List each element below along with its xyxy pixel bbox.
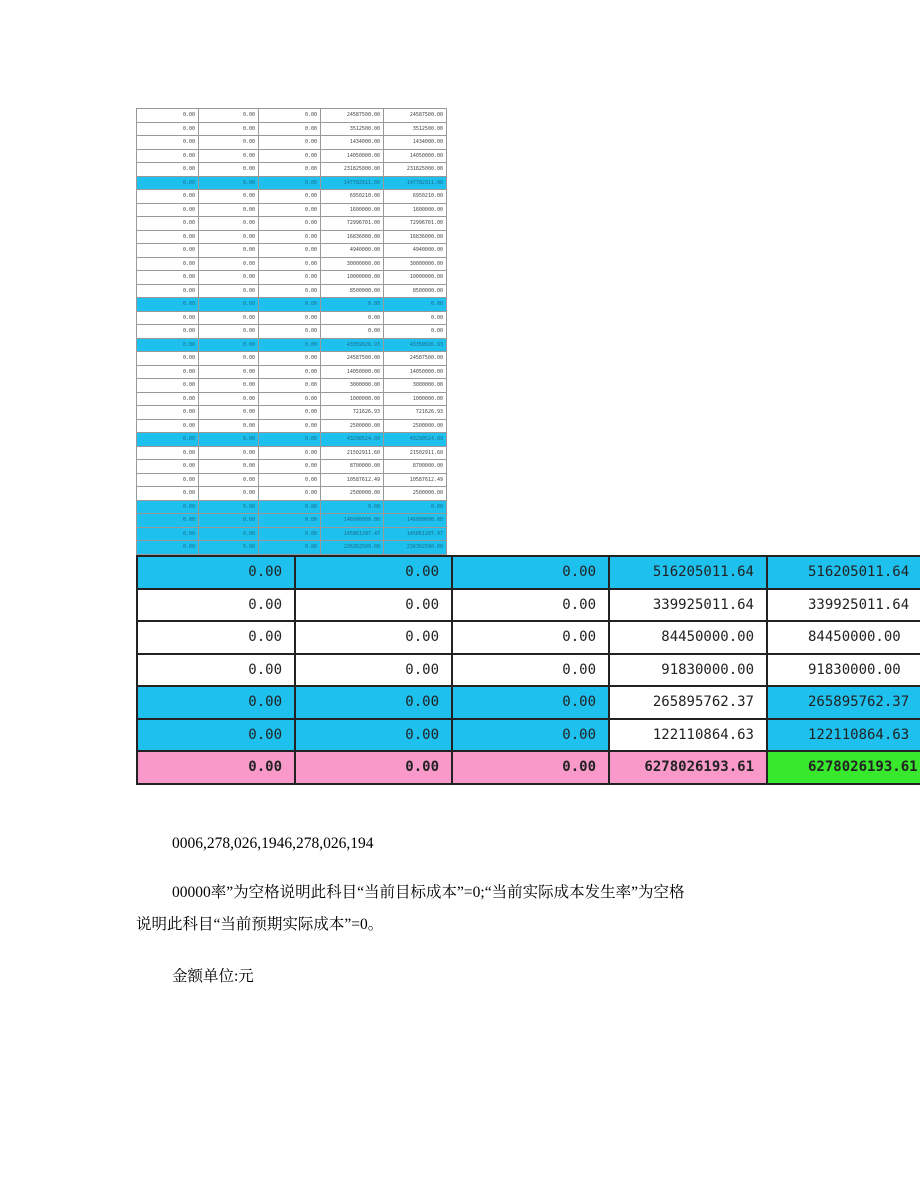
table-cell: 10587612.49 xyxy=(384,473,447,487)
table-cell: 0.00 xyxy=(321,311,384,325)
table-cell: 0.00 xyxy=(259,311,321,325)
table-row xyxy=(137,419,447,433)
table-cell: 0.00 xyxy=(199,473,259,487)
table-row xyxy=(137,487,447,501)
table-cell: 0.00 xyxy=(199,338,259,352)
table-row xyxy=(137,244,447,258)
table-cell: 0.00 xyxy=(295,719,452,752)
small-cost-table xyxy=(136,108,447,555)
table-cell: 0.00 xyxy=(259,190,321,204)
table-cell: 122110864.63 xyxy=(767,719,920,752)
table-cell: 0.00 xyxy=(199,190,259,204)
table-cell: 6950210.00 xyxy=(384,190,447,204)
table-cell: 0.00 xyxy=(199,149,259,163)
table-cell: 0.00 xyxy=(199,176,259,190)
table-cell: 0.00 xyxy=(321,500,384,514)
table-cell: 0.00 xyxy=(137,514,199,528)
table-cell: 43290524.09 xyxy=(384,433,447,447)
table-cell: 0.00 xyxy=(137,338,199,352)
table-cell: 3512500.00 xyxy=(384,122,447,136)
table-cell: 236302500.00 xyxy=(321,541,384,555)
table-cell: 0.00 xyxy=(259,352,321,366)
unit-label: 金额单位:元 xyxy=(172,968,254,985)
table-cell: 8700000.00 xyxy=(321,460,384,474)
summary-cost-table xyxy=(136,555,920,785)
table-row xyxy=(137,284,447,298)
table-cell: 10000000.00 xyxy=(321,271,384,285)
table-row xyxy=(137,176,447,190)
table-cell: 0.00 xyxy=(137,365,199,379)
table-cell: 0.00 xyxy=(199,230,259,244)
table-cell: 0.00 xyxy=(259,527,321,541)
table-row xyxy=(137,163,447,177)
table-cell: 0.00 xyxy=(137,149,199,163)
table-cell: 0.00 xyxy=(137,109,199,123)
table-cell: 0.00 xyxy=(137,311,199,325)
table-cell: 0.00 xyxy=(259,163,321,177)
table-row xyxy=(137,136,447,150)
table-cell: 0.00 xyxy=(137,257,199,271)
table-row xyxy=(137,654,920,687)
table-cell: 0.00 xyxy=(137,686,295,719)
table-row xyxy=(137,541,447,555)
table-cell: 0.00 xyxy=(295,686,452,719)
table-cell: 0.00 xyxy=(137,500,199,514)
table-cell: 21502911.60 xyxy=(384,446,447,460)
table-cell: 0.00 xyxy=(199,527,259,541)
table-row xyxy=(137,433,447,447)
table-cell: 145861287.47 xyxy=(384,527,447,541)
table-cell: 721626.93 xyxy=(321,406,384,420)
table-cell: 0.00 xyxy=(259,284,321,298)
table-cell: 16836000.00 xyxy=(384,230,447,244)
table-cell: 84450000.00 xyxy=(609,621,767,654)
table-cell: 8500000.00 xyxy=(384,284,447,298)
table-cell: 4940000.00 xyxy=(321,244,384,258)
table-cell: 0.00 xyxy=(137,556,295,589)
table-cell: 0.00 xyxy=(295,556,452,589)
table-cell: 0.00 xyxy=(259,338,321,352)
table-cell: 0.00 xyxy=(199,271,259,285)
table-cell: 30000000.00 xyxy=(321,257,384,271)
table-cell: 147782911.00 xyxy=(321,176,384,190)
table-row xyxy=(137,589,920,622)
table-cell: 14050000.00 xyxy=(384,149,447,163)
table-cell: 0.00 xyxy=(199,298,259,312)
table-cell: 2500000.00 xyxy=(384,487,447,501)
numeric-line: 0006,278,026,1946,278,026,194 xyxy=(172,835,374,852)
table-cell: 0.00 xyxy=(199,433,259,447)
table-cell: 2500000.00 xyxy=(384,419,447,433)
table-cell: 0.00 xyxy=(259,406,321,420)
table-cell: 0.00 xyxy=(259,433,321,447)
table-cell: 0.00 xyxy=(199,500,259,514)
table-cell: 14050000.00 xyxy=(384,365,447,379)
table-cell: 10587612.49 xyxy=(321,473,384,487)
table-row xyxy=(137,298,447,312)
table-cell: 0.00 xyxy=(452,686,609,719)
table-cell: 0.00 xyxy=(295,621,452,654)
table-cell: 4940000.00 xyxy=(384,244,447,258)
table-cell: 43359026.93 xyxy=(384,338,447,352)
table-cell: 10000000.00 xyxy=(384,271,447,285)
table-cell: 0.00 xyxy=(137,379,199,393)
table-cell: 265895762.37 xyxy=(767,686,920,719)
table-row xyxy=(137,556,920,589)
table-cell: 91830000.00 xyxy=(767,654,920,687)
table-cell: 0.00 xyxy=(199,109,259,123)
table-cell: 0.00 xyxy=(137,190,199,204)
table-cell: 0.00 xyxy=(137,136,199,150)
table-cell: 0.00 xyxy=(384,500,447,514)
table-cell: 6950210.00 xyxy=(321,190,384,204)
table-cell: 0.00 xyxy=(452,654,609,687)
table-cell: 0.00 xyxy=(199,311,259,325)
table-cell: 236302500.00 xyxy=(384,541,447,555)
table-cell: 0.00 xyxy=(199,446,259,460)
table-row xyxy=(137,365,447,379)
table-cell: 0.00 xyxy=(137,419,199,433)
table-cell: 0.00 xyxy=(199,244,259,258)
table-row xyxy=(137,190,447,204)
table-cell: 0.00 xyxy=(137,122,199,136)
table-row xyxy=(137,203,447,217)
table-row xyxy=(137,230,447,244)
table-row xyxy=(137,500,447,514)
table-cell: 0.00 xyxy=(137,446,199,460)
table-cell: 0.00 xyxy=(137,325,199,339)
table-cell: 339925011.64 xyxy=(609,589,767,622)
table-cell: 72996701.00 xyxy=(384,217,447,231)
table-cell: 24587500.00 xyxy=(384,109,447,123)
table-cell: 0.00 xyxy=(199,136,259,150)
table-cell: 21502911.60 xyxy=(321,446,384,460)
table-row xyxy=(137,446,447,460)
table-cell: 0.00 xyxy=(452,621,609,654)
table-cell: 339925011.64 xyxy=(767,589,920,622)
table-cell: 91830000.00 xyxy=(609,654,767,687)
table-row xyxy=(137,473,447,487)
table-cell: 0.00 xyxy=(137,392,199,406)
table-cell: 0.00 xyxy=(199,352,259,366)
table-cell: 145861287.47 xyxy=(321,527,384,541)
table-cell: 0.00 xyxy=(137,284,199,298)
table-row xyxy=(137,527,447,541)
table-cell: 0.00 xyxy=(137,460,199,474)
table-cell: 0.00 xyxy=(199,419,259,433)
table-cell: 0.00 xyxy=(137,298,199,312)
table-cell: 1434000.00 xyxy=(321,136,384,150)
table-cell: 0.00 xyxy=(199,365,259,379)
table-cell: 0.00 xyxy=(259,500,321,514)
table-cell: 3000000.00 xyxy=(384,379,447,393)
table-cell: 0.00 xyxy=(199,257,259,271)
table-cell: 0.00 xyxy=(199,541,259,555)
table-cell: 72996701.00 xyxy=(321,217,384,231)
table-cell: 0.00 xyxy=(199,122,259,136)
table-cell: 0.00 xyxy=(199,406,259,420)
table-cell: 24587500.00 xyxy=(321,352,384,366)
table-row xyxy=(137,719,920,752)
table-cell: 8700000.00 xyxy=(384,460,447,474)
table-row xyxy=(137,109,447,123)
table-cell: 0.00 xyxy=(259,271,321,285)
table-cell: 0.00 xyxy=(259,217,321,231)
table-cell: 0.00 xyxy=(452,589,609,622)
table-cell: 0.00 xyxy=(259,230,321,244)
table-cell: 0.00 xyxy=(259,257,321,271)
table-cell: 0.00 xyxy=(384,298,447,312)
table-cell: 0.00 xyxy=(199,325,259,339)
table-cell: 231825000.00 xyxy=(321,163,384,177)
table-cell: 0.00 xyxy=(137,176,199,190)
table-row xyxy=(137,149,447,163)
table-cell: 0.00 xyxy=(137,230,199,244)
table-cell: 0.00 xyxy=(452,556,609,589)
table-cell: 0.00 xyxy=(137,487,199,501)
table-cell: 14050000.00 xyxy=(321,149,384,163)
table-cell: 0.00 xyxy=(137,352,199,366)
table-cell: 3000000.00 xyxy=(321,379,384,393)
note-paragraph-line1: 00000率”为空格说明此科目“当前目标成本”=0;“当前实际成本发生率”为空格 xyxy=(172,884,685,901)
table-cell: 1600000.00 xyxy=(321,203,384,217)
table-cell: 0.00 xyxy=(199,203,259,217)
table-cell: 0.00 xyxy=(384,311,447,325)
table-row xyxy=(137,338,447,352)
table-cell: 0.00 xyxy=(259,460,321,474)
table-cell: 0.00 xyxy=(137,719,295,752)
table-cell: 16836000.00 xyxy=(321,230,384,244)
table-cell: 0.00 xyxy=(452,719,609,752)
table-cell: 1434000.00 xyxy=(384,136,447,150)
table-row xyxy=(137,352,447,366)
note-paragraph-line2: 说明此科目“当前预期实际成本”=0。 xyxy=(136,916,384,933)
table-cell: 24587500.00 xyxy=(384,352,447,366)
table-cell: 0.00 xyxy=(137,271,199,285)
table-cell: 0.00 xyxy=(259,487,321,501)
table-cell: 0.00 xyxy=(199,487,259,501)
table-cell: 146000000.00 xyxy=(321,514,384,528)
table-cell: 0.00 xyxy=(199,379,259,393)
table-cell: 0.00 xyxy=(259,325,321,339)
table-cell: 0.00 xyxy=(137,527,199,541)
table-cell: 0.00 xyxy=(259,446,321,460)
table-cell: 6278026193.61 xyxy=(609,751,767,784)
table-cell: 0.00 xyxy=(259,298,321,312)
table-cell: 8500000.00 xyxy=(321,284,384,298)
table-cell: 0.00 xyxy=(259,244,321,258)
table-cell: 2500000.00 xyxy=(321,487,384,501)
table-row xyxy=(137,514,447,528)
table-cell: 0.00 xyxy=(259,122,321,136)
table-cell: 231825000.00 xyxy=(384,163,447,177)
table-cell: 24587500.00 xyxy=(321,109,384,123)
table-cell: 0.00 xyxy=(259,149,321,163)
table-cell: 516205011.64 xyxy=(767,556,920,589)
table-cell: 147782911.00 xyxy=(384,176,447,190)
table-cell: 122110864.63 xyxy=(609,719,767,752)
table-cell: 1000000.00 xyxy=(321,392,384,406)
table-cell: 0.00 xyxy=(295,589,452,622)
table-cell: 0.00 xyxy=(259,176,321,190)
table-cell: 0.00 xyxy=(259,392,321,406)
table-cell: 0.00 xyxy=(321,298,384,312)
table-cell: 0.00 xyxy=(295,654,452,687)
table-cell: 0.00 xyxy=(259,473,321,487)
table-cell: 0.00 xyxy=(199,217,259,231)
table-cell: 146000000.00 xyxy=(384,514,447,528)
table-cell: 14050000.00 xyxy=(321,365,384,379)
table-cell: 0.00 xyxy=(137,217,199,231)
table-cell: 0.00 xyxy=(452,751,609,784)
table-cell: 721626.93 xyxy=(384,406,447,420)
table-cell: 0.00 xyxy=(259,203,321,217)
table-cell: 0.00 xyxy=(137,433,199,447)
table-cell: 6278026193.61 xyxy=(767,751,920,784)
table-cell: 0.00 xyxy=(259,514,321,528)
table-row xyxy=(137,325,447,339)
table-row xyxy=(137,311,447,325)
table-cell: 516205011.64 xyxy=(609,556,767,589)
table-cell: 30000000.00 xyxy=(384,257,447,271)
table-cell: 0.00 xyxy=(199,460,259,474)
table-cell: 0.00 xyxy=(384,325,447,339)
table-row xyxy=(137,257,447,271)
table-cell: 0.00 xyxy=(137,751,295,784)
table-cell: 0.00 xyxy=(199,163,259,177)
table-cell: 0.00 xyxy=(137,406,199,420)
table-cell: 43290524.09 xyxy=(321,433,384,447)
table-cell: 0.00 xyxy=(137,244,199,258)
table-row xyxy=(137,392,447,406)
table-row xyxy=(137,406,447,420)
table-cell: 0.00 xyxy=(259,365,321,379)
table-cell: 0.00 xyxy=(295,751,452,784)
table-cell: 84450000.00 xyxy=(767,621,920,654)
table-cell: 0.00 xyxy=(199,392,259,406)
table-cell: 0.00 xyxy=(137,589,295,622)
table-row xyxy=(137,122,447,136)
table-cell: 0.00 xyxy=(259,379,321,393)
table-cell: 0.00 xyxy=(259,541,321,555)
table-row xyxy=(137,379,447,393)
table-row xyxy=(137,621,920,654)
table-cell: 0.00 xyxy=(137,541,199,555)
table-cell: 0.00 xyxy=(259,136,321,150)
table-cell: 0.00 xyxy=(259,109,321,123)
table-cell: 1000000.00 xyxy=(384,392,447,406)
table-row xyxy=(137,460,447,474)
table-cell: 0.00 xyxy=(137,203,199,217)
table-row xyxy=(137,217,447,231)
table-cell: 2500000.00 xyxy=(321,419,384,433)
table-cell: 0.00 xyxy=(259,419,321,433)
table-cell: 0.00 xyxy=(199,514,259,528)
table-row xyxy=(137,686,920,719)
table-cell: 0.00 xyxy=(321,325,384,339)
table-cell: 0.00 xyxy=(137,654,295,687)
table-cell: 0.00 xyxy=(137,621,295,654)
table-row xyxy=(137,751,920,784)
table-cell: 1600000.00 xyxy=(384,203,447,217)
table-row xyxy=(137,271,447,285)
table-cell: 0.00 xyxy=(137,163,199,177)
table-cell: 0.00 xyxy=(137,473,199,487)
table-cell: 265895762.37 xyxy=(609,686,767,719)
table-cell: 43359026.93 xyxy=(321,338,384,352)
table-cell: 0.00 xyxy=(199,284,259,298)
table-cell: 3512500.00 xyxy=(321,122,384,136)
